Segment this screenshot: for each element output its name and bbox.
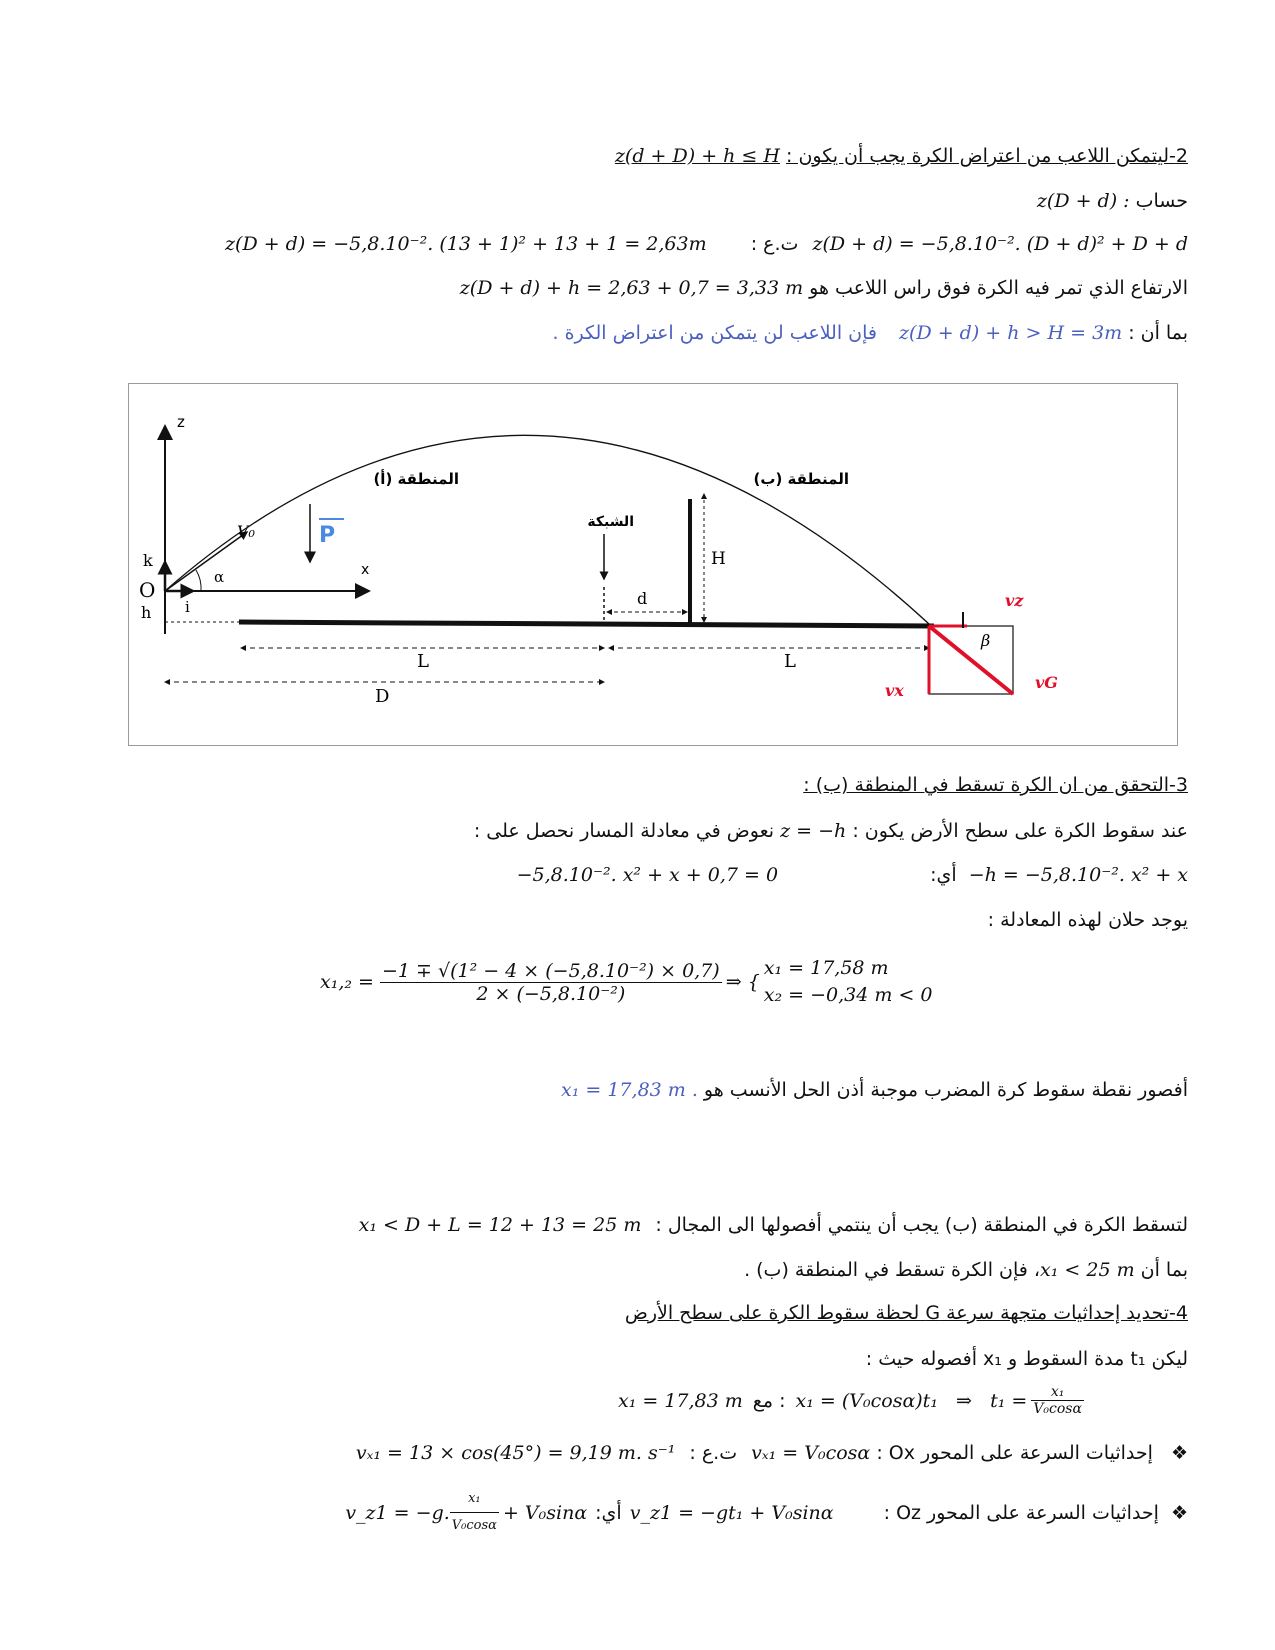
q3-sol-cases bbox=[764, 955, 933, 1009]
q4-title-text: 4-تحديد إحداثيات متجهة سرعة G لحظة سقوط الكرة على سطح الأرض bbox=[624, 1302, 1188, 1324]
ground-line bbox=[239, 622, 934, 626]
q4-x1-eq: x₁ = (V₀cosα)t₁ ⇒ t₁ = bbox=[795, 1389, 1028, 1412]
q3-since-math: x₁ < 25 m bbox=[1040, 1259, 1135, 1281]
net-label: الشبكة bbox=[587, 514, 634, 530]
vz-label: vz bbox=[1005, 591, 1024, 610]
q3-title bbox=[87, 772, 1188, 798]
v0-label: V₀ bbox=[237, 522, 255, 541]
q4-bullet1-text: إحداثيات السرعة على المحور Ox : bbox=[876, 1442, 1153, 1464]
q4-t1-formula bbox=[618, 1384, 1084, 1417]
q3-sol-fraction bbox=[380, 960, 722, 1005]
q2-since bbox=[87, 320, 1188, 346]
q3-abscissa-text: أفصور نقطة سقوط كرة المضرب موجبة أذن الحل الأنسب هو bbox=[703, 1079, 1188, 1101]
q2-title-text: 2-ليتمكن اللاعب من اعتراض الكرة يجب أن يكون : bbox=[786, 145, 1188, 167]
l1-label: L bbox=[417, 651, 429, 672]
zone-b-label: المنطقة (ب) bbox=[753, 470, 849, 488]
alpha-label: α bbox=[214, 568, 225, 586]
q3-abscissa-math: x₁ = 17,83 m . bbox=[561, 1079, 698, 1101]
q3-sol-lhs: x₁,₂ = bbox=[320, 971, 374, 993]
q3-text1-math: z = −h bbox=[780, 820, 847, 842]
q2-since-label: بما أن : bbox=[1128, 322, 1188, 344]
d-label: d bbox=[637, 589, 648, 608]
q4-bullet2 bbox=[87, 1486, 1188, 1539]
q2-eq-numeric: z(D + d) = −5,8.10⁻². (13 + 1)² + 13 + 1 = 2,63m bbox=[225, 233, 707, 255]
q3-eq1: −h = −5,8.10⁻². x² + x bbox=[968, 864, 1188, 886]
q3-zone bbox=[87, 1212, 1188, 1238]
q2-eq-label: ت.ع : bbox=[750, 233, 799, 255]
q2-calc bbox=[87, 188, 1188, 214]
q4-bullet2-text: إحداثيات السرعة على المحور Oz : bbox=[883, 1501, 1159, 1524]
q3-two-solutions bbox=[87, 907, 1188, 933]
q3-since bbox=[87, 1257, 1188, 1283]
q2-title bbox=[87, 143, 1188, 169]
q3-title-text: 3-التحقق من ان الكرة تسقط في المنطقة (ب) : bbox=[803, 774, 1188, 796]
q2-eq-general: z(D + d) = −5,8.10⁻². (D + d)² + D + d bbox=[812, 233, 1188, 255]
q4-bullet2-val-a: v_z1 = −g. bbox=[345, 1501, 450, 1524]
q4-bullet1-symbol: ❖ bbox=[1170, 1442, 1188, 1464]
height-H-label: H bbox=[711, 549, 726, 569]
q4-bullet2-label: أي: bbox=[595, 1501, 622, 1524]
i-label: i bbox=[185, 598, 190, 616]
trajectory-diagram bbox=[129, 384, 1179, 747]
q3-abscissa bbox=[87, 1077, 1188, 1103]
q3-text1 bbox=[87, 818, 1188, 844]
beta-label: β bbox=[981, 631, 991, 650]
q4-bullet2-val bbox=[345, 1486, 587, 1539]
q2-eq bbox=[87, 231, 1188, 257]
q3-two-solutions-text: يوجد حلان لهذه المعادلة : bbox=[987, 909, 1188, 931]
q3-eq-label: أي: bbox=[930, 864, 957, 886]
z-axis-label: z bbox=[177, 413, 185, 431]
q4-bullet1 bbox=[87, 1440, 1188, 1466]
q4-bullet2-val-b: + V₀sinα bbox=[502, 1501, 588, 1524]
d-total-label: D bbox=[375, 686, 390, 707]
q3-text1-a: عند سقوط الكرة على سطح الأرض يكون : bbox=[852, 820, 1188, 842]
q4-bullet1-val: vₓ₁ = 13 × cos(45°) = 9,19 m. s⁻¹ bbox=[355, 1442, 676, 1464]
q3-eq bbox=[87, 862, 1188, 888]
q3-sol-implies: ⇒ { bbox=[725, 971, 760, 993]
trajectory-curve bbox=[165, 435, 929, 624]
q4-bullet2-eq: v_z1 = −gt₁ + V₀sinα bbox=[629, 1501, 834, 1524]
q2-since-math: z(D + d) + h > H = 3m bbox=[899, 322, 1123, 344]
q4-t1-fraction bbox=[1031, 1384, 1084, 1417]
q2-height bbox=[87, 275, 1188, 301]
q2-conclusion: فإن اللاعب لن يتمكن من اعتراض الكرة . bbox=[552, 322, 877, 344]
q3-solution-formula bbox=[320, 955, 933, 1009]
x-axis-label: x bbox=[361, 562, 370, 578]
vx-label: vx bbox=[885, 681, 904, 700]
q2-height-text: الارتفاع الذي تمر فيه الكرة فوق راس اللاعب هو bbox=[809, 277, 1188, 299]
q3-sol-num: −1 ∓ √(1² − 4 × (−5,8.10⁻²) × 0,7) bbox=[381, 959, 720, 982]
zone-a-label: المنطقة (أ) bbox=[373, 470, 459, 488]
vg-label: vG bbox=[1035, 673, 1058, 692]
k-label: k bbox=[143, 551, 153, 570]
v0-vector bbox=[165, 532, 247, 591]
q4-bullet2-symbol: ❖ bbox=[1170, 1501, 1188, 1524]
l2-label: L bbox=[784, 651, 796, 672]
q4-bullet2-fraction bbox=[450, 1486, 499, 1539]
weight-label: P bbox=[319, 523, 336, 548]
q2-height-math: z(D + d) + h = 2,63 + 0,7 = 3,33 m bbox=[459, 277, 804, 299]
origin-label: O bbox=[139, 578, 156, 602]
q2-calc-label: حساب bbox=[1135, 190, 1188, 212]
q4-b2-frac-den: V₀cosα bbox=[451, 1518, 497, 1533]
q4-title bbox=[87, 1300, 1188, 1326]
q3-zone-text: لتسقط الكرة في المنطقة (ب) يجب أن ينتمي أفصولها الى المجال : bbox=[655, 1214, 1188, 1236]
q4-x1-val: x₁ = 17,83 m bbox=[618, 1389, 743, 1412]
q3-eq2: −5,8.10⁻². x² + x + 0,7 = 0 bbox=[516, 864, 779, 886]
q3-text1-end: نعوض في معادلة المسار نحصل على : bbox=[473, 820, 775, 842]
q4-frac-den: V₀cosα bbox=[1033, 1401, 1082, 1417]
h-label: h bbox=[141, 603, 152, 622]
vg-vector bbox=[929, 626, 1013, 694]
q4-bullet1-label: ت.ع : bbox=[689, 1442, 738, 1464]
q2-title-math: z(d + D) + h ≤ H bbox=[614, 145, 780, 167]
alpha-arc bbox=[196, 570, 201, 591]
trajectory-figure bbox=[128, 383, 1178, 746]
q2-calc-math: z(D + d) : bbox=[1036, 190, 1130, 212]
q4-let-text: ليكن t₁ مدة السقوط و x₁ أفصوله حيث : bbox=[865, 1348, 1188, 1370]
q4-with: مع : bbox=[752, 1389, 786, 1412]
q4-bullet1-eq: vₓ₁ = V₀cosα bbox=[751, 1442, 871, 1464]
q4-b2-frac-num: x₁ bbox=[450, 1486, 499, 1513]
q3-sol-den: 2 × (−5,8.10⁻²) bbox=[476, 982, 626, 1005]
q4-frac-num: x₁ bbox=[1031, 1384, 1084, 1401]
q3-zone-math: x₁ < D + L = 12 + 13 = 25 m bbox=[358, 1214, 642, 1236]
q4-let bbox=[87, 1346, 1188, 1372]
q3-sol-x2: x₂ = −0,34 m < 0 bbox=[763, 984, 933, 1006]
q3-sol-x1: x₁ = 17,58 m bbox=[763, 957, 889, 979]
q3-since-text: بما أن bbox=[1140, 1259, 1188, 1281]
q3-since-end: ، فإن الكرة تسقط في المنطقة (ب) . bbox=[744, 1259, 1041, 1281]
